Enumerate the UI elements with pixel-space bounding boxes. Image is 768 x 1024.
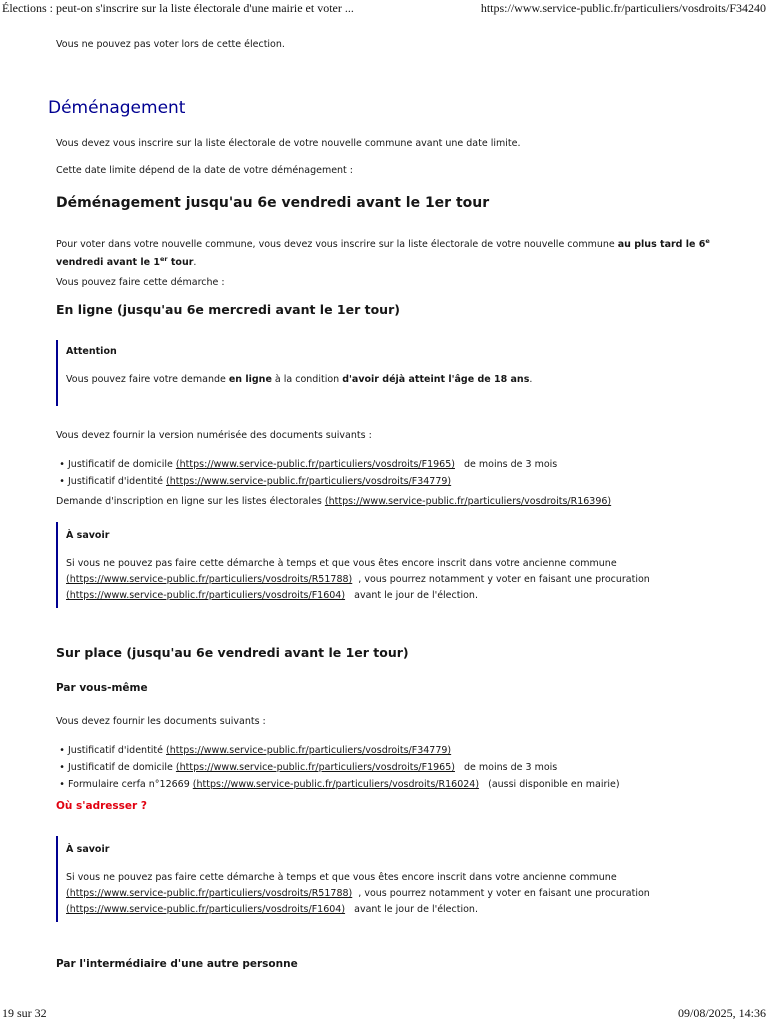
intermediary-title: Par l'intermédiaire d'une autre personne: [56, 958, 298, 970]
list-item-label: Justificatif d'identité: [68, 476, 167, 487]
where-to-go-link[interactable]: Où s'adresser ?: [56, 800, 147, 812]
savoir2-end: avant le jour de l'élection.: [345, 904, 478, 915]
p1-bold-a: au plus tard le 6: [617, 239, 706, 251]
onsite-docs-list: [56, 742, 620, 793]
list-item: • Formulaire cerfa n°12669 (https://www.service-public.fr/particuliers/vosdroits/R16024) (aussi disponible en mairie): [59, 779, 620, 790]
online-title: En ligne (jusqu'au 6e mercredi avant le 1er tour): [56, 302, 400, 317]
attention-title: Attention: [66, 346, 117, 357]
savoir-text-1: [66, 556, 708, 604]
list-item-link[interactable]: (https://www.service-public.fr/particuliers/vosdroits/R16024): [192, 779, 480, 790]
list-item: • Justificatif de domicile (https://www.service-public.fr/particuliers/vosdroits/F1965) de moins de 3 mois: [59, 459, 558, 470]
print-header-url: https://www.service-public.fr/particuliers/vosdroits/F34240: [480, 1, 766, 15]
list-item-suffix: (aussi disponible en mairie): [479, 779, 620, 790]
savoir2-line1: Si vous ne pouvez pas faire cette démarche à temps et que vous êtes encore inscrit dans votre ancienne commune: [66, 872, 617, 883]
section-title: Déménagement: [48, 98, 186, 118]
list-item-link[interactable]: (https://www.service-public.fr/particuliers/vosdroits/F34779): [166, 476, 452, 487]
savoir2-link-2[interactable]: (https://www.service-public.fr/particuliers/vosdroits/F1604): [66, 904, 346, 915]
list-item-suffix: de moins de 3 mois: [454, 762, 558, 773]
savoir-text-2: [66, 870, 708, 918]
attention-text-d: d'avoir déjà atteint l'âge de 18 ans: [342, 374, 530, 385]
print-footer-page: 19 sur 32: [2, 1006, 47, 1020]
subsection-title: Déménagement jusqu'au 6e vendredi avant le 1er tour: [56, 195, 490, 211]
savoir2-mid: , vous pourrez notamment y voter en faisant une procuration: [352, 888, 650, 899]
list-item: • Justificatif d'identité (https://www.service-public.fr/particuliers/vosdroits/F34779): [59, 745, 452, 756]
list-item-suffix: de moins de 3 mois: [454, 459, 558, 470]
savoir-title-2: À savoir: [66, 844, 110, 855]
savoir-callout-1: [56, 522, 708, 608]
print-footer: [0, 1006, 768, 1024]
list-item: • Justificatif de domicile (https://www.service-public.fr/particuliers/vosdroits/F1965) de moins de 3 mois: [59, 762, 558, 773]
attention-callout: [56, 340, 708, 406]
online-demande: [56, 495, 712, 509]
attention-text-c: à la condition: [271, 374, 343, 385]
savoir-title-1: À savoir: [66, 530, 110, 541]
demande-link[interactable]: (https://www.service-public.fr/particuliers/vosdroits/R16396): [324, 496, 612, 507]
p1-sup-b: er: [159, 255, 168, 264]
p1-bold-c: tour: [167, 257, 194, 269]
list-item: • Justificatif d'identité (https://www.service-public.fr/particuliers/vosdroits/F34779): [59, 476, 452, 487]
savoir-callout-2: [56, 836, 708, 922]
attention-text-e: .: [529, 374, 533, 385]
section-paragraph-2: Cette date limite dépend de la date de votre déménagement :: [56, 165, 354, 176]
attention-text-b: en ligne: [228, 374, 272, 385]
demande-label: Demande d'inscription en ligne sur les listes électorales: [56, 496, 325, 507]
list-item-label: Justificatif de domicile: [68, 762, 176, 773]
savoir1-end: avant le jour de l'élection.: [345, 590, 478, 601]
print-header: [0, 0, 768, 16]
list-item-link[interactable]: (https://www.service-public.fr/particuliers/vosdroits/F34779): [166, 745, 452, 756]
p1-bold-b: vendredi avant le 1: [56, 257, 160, 269]
savoir1-mid: , vous pourrez notamment y voter en faisant une procuration: [352, 574, 650, 585]
list-item-link[interactable]: (https://www.service-public.fr/particuliers/vosdroits/F1965): [175, 762, 455, 773]
savoir1-link-2[interactable]: (https://www.service-public.fr/particuliers/vosdroits/F1604): [66, 590, 346, 601]
subsection-paragraph-1: [56, 234, 712, 270]
p1-sup-a: e: [705, 237, 710, 245]
print-footer-datetime: 09/08/2025, 14:36: [677, 1006, 766, 1020]
print-header-title: Élections : peut-on s'inscrire sur la liste électorale d'une mairie et voter ...: [2, 1, 354, 15]
intro-line: Vous ne pouvez pas voter lors de cette élection.: [56, 39, 285, 50]
list-item-label: Justificatif de domicile: [68, 459, 176, 470]
onsite-subtitle: Par vous-même: [56, 682, 148, 694]
list-item-label: Justificatif d'identité: [68, 745, 167, 756]
list-item-label: Formulaire cerfa n°12669: [68, 779, 193, 790]
attention-text: [66, 372, 708, 388]
savoir1-link-1[interactable]: (https://www.service-public.fr/particuliers/vosdroits/R51788): [66, 574, 353, 585]
p1-end: .: [193, 257, 197, 269]
savoir2-link-1[interactable]: (https://www.service-public.fr/particuliers/vosdroits/R51788): [66, 888, 353, 899]
onsite-docs-intro: Vous devez fournir les documents suivants :: [56, 716, 266, 727]
onsite-title: Sur place (jusqu'au 6e vendredi avant le 1er tour): [56, 645, 409, 660]
attention-text-a: Vous pouvez faire votre demande: [66, 374, 229, 385]
subsection-paragraph-2: Vous pouvez faire cette démarche :: [56, 277, 225, 288]
online-docs-list: [56, 456, 557, 490]
list-item-link[interactable]: (https://www.service-public.fr/particuliers/vosdroits/F1965): [175, 459, 455, 470]
section-paragraph-1: Vous devez vous inscrire sur la liste électorale de votre nouvelle commune avant une date limite.: [56, 138, 521, 149]
savoir1-line1: Si vous ne pouvez pas faire cette démarche à temps et que vous êtes encore inscrit dans votre ancienne commune: [66, 558, 617, 569]
p1-text: Pour voter dans votre nouvelle commune, vous devez vous inscrire sur la liste électorale de votre nouvelle commune: [56, 239, 618, 251]
online-docs-intro: Vous devez fournir la version numérisée des documents suivants :: [56, 430, 372, 441]
